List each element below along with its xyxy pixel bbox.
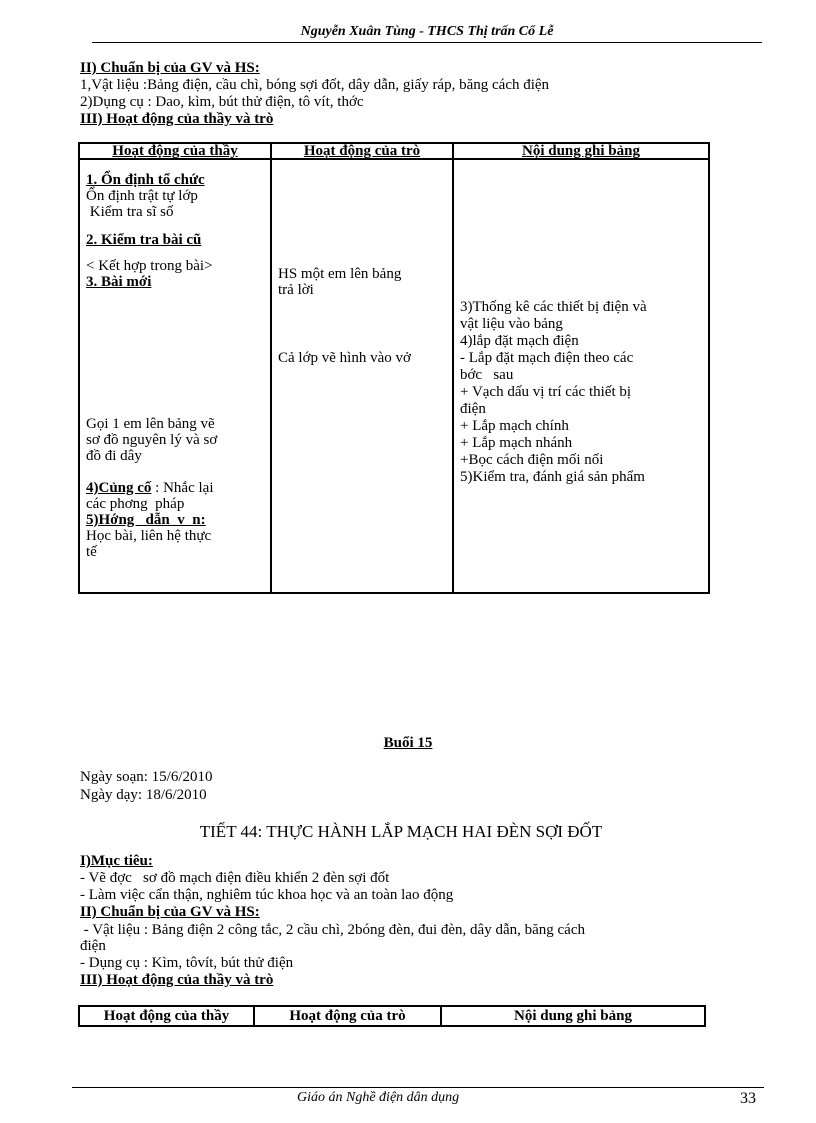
prep-tools-bottom: - Dụng cụ : Kìm, tôvít, bút thử điện <box>80 955 294 971</box>
prep-materials-bottom-2: điện <box>80 938 106 954</box>
task-line-3: đồ đi dây <box>86 448 142 464</box>
student-line-2: trả lời <box>278 282 314 298</box>
activities-heading-top: III) Hoạt động của thầy và trò <box>80 111 274 127</box>
lesson-title: TIẾT 44: THỰC HÀNH LẮP MẠCH HAI ĐÈN SỢI ĐỐT <box>199 822 603 841</box>
objective-line-2: - Làm việc cẩn thận, nghiêm túc khoa học và an toàn lao động <box>80 887 454 903</box>
date-prepared: Ngày soạn: 15/6/2010 <box>80 769 213 785</box>
board-line: vật liệu vào bảng <box>460 316 563 332</box>
student-cell <box>271 159 453 593</box>
task-line-1: Gọi 1 em lên bảng vẽ <box>86 416 215 432</box>
stabilize-line-1: Ổn định trật tự lớp <box>86 188 198 204</box>
prep-heading-bottom: II) Chuẩn bị của GV và HS: <box>80 904 260 920</box>
review-title: 2. Kiểm tra bài cũ <box>86 232 202 248</box>
page-footer <box>72 1087 764 1107</box>
page-number: 33 <box>740 1090 756 1107</box>
consolidate-title: 4)Củng cố <box>86 480 152 496</box>
guidance-title: 5)Hớng dẫn v n: <box>86 512 206 528</box>
guidance-text-2: tế <box>86 544 97 560</box>
activities-table-1 <box>78 142 710 594</box>
board-line: điện <box>460 401 486 417</box>
prep-heading-top: II) Chuẩn bị của GV và HS: <box>80 60 260 76</box>
col-header-student: Hoạt động của trò <box>271 143 453 159</box>
new-lesson-title: 3. Bài mới <box>86 274 152 290</box>
board-cell <box>453 159 709 593</box>
prep-tools-top: 2)Dụng cụ : Dao, kìm, bút thử điện, tô vít, thớc <box>80 94 364 110</box>
board-line: 4)lắp đặt mạch điện <box>460 333 579 349</box>
prep-materials-top: 1,Vật liệu :Bảng điện, cầu chì, bóng sợi đốt, dây dẫn, giấy ráp, băng cách điện <box>80 77 550 93</box>
prep-materials-bottom-1: - Vật liệu : Bảng điện 2 công tắc, 2 cầu chì, 2bóng đèn, đui đèn, dây dẫn, băng cách <box>80 922 585 938</box>
stabilize-line-2: Kiểm tra sĩ số <box>86 204 174 220</box>
consolidate-text-2: các phơng pháp <box>86 496 185 512</box>
student-line-1: HS một em lên bảng <box>278 266 402 282</box>
col-header-teacher: Hoạt động của thầy <box>79 143 271 159</box>
board-line: 5)Kiểm tra, đánh giá sản phẩm <box>460 469 645 485</box>
col-header-teacher-2: Hoạt động của thầy <box>79 1006 254 1026</box>
date-taught: Ngày dạy: 18/6/2010 <box>80 787 207 803</box>
board-line: + Lắp mạch nhánh <box>460 435 573 451</box>
stabilize-title: 1. Ổn định tổ chức <box>86 172 205 188</box>
board-line: +Bọc cách điện mối nối <box>460 452 604 468</box>
page-header: Nguyễn Xuân Tùng - THCS Thị trấn Cổ Lễ <box>92 24 762 43</box>
col-header-student-2: Hoạt động của trò <box>254 1006 441 1026</box>
guidance-text-1: Học bài, liên hệ thực <box>86 528 212 544</box>
task-line-2: sơ đồ nguyên lý và sơ <box>86 432 218 448</box>
col-header-board: Nội dung ghi bảng <box>453 143 709 159</box>
activities-heading-bottom: III) Hoạt động của thầy và trò <box>80 972 274 988</box>
review-line-1: < Kết hợp trong bài> <box>86 258 213 274</box>
consolidate-text-1: : Nhắc lại <box>151 480 214 496</box>
objective-line-1: - Vẽ đợc sơ đồ mạch điện điều khiển 2 đèn sợi đốt <box>80 870 390 886</box>
col-header-board-2: Nội dung ghi bảng <box>441 1006 705 1026</box>
session-title: Buổi 15 <box>383 735 433 751</box>
board-line: - Lắp đặt mạch điện theo các <box>460 350 634 366</box>
footer-text: Giáo án Nghề điện dân dụng <box>297 1090 460 1105</box>
teacher-cell <box>79 159 271 593</box>
student-line-3: Cả lớp vẽ hình vào vở <box>278 350 411 366</box>
board-line: + Vạch dấu vị trí các thiết bị <box>460 384 632 400</box>
board-line: + Lắp mạch chính <box>460 418 569 434</box>
objectives-heading: I)Mục tiêu: <box>80 853 153 869</box>
activities-table-2 <box>78 1005 706 1027</box>
board-line: 3)Thống kê các thiết bị điện và <box>460 299 647 315</box>
board-line: bớc sau <box>460 367 514 383</box>
